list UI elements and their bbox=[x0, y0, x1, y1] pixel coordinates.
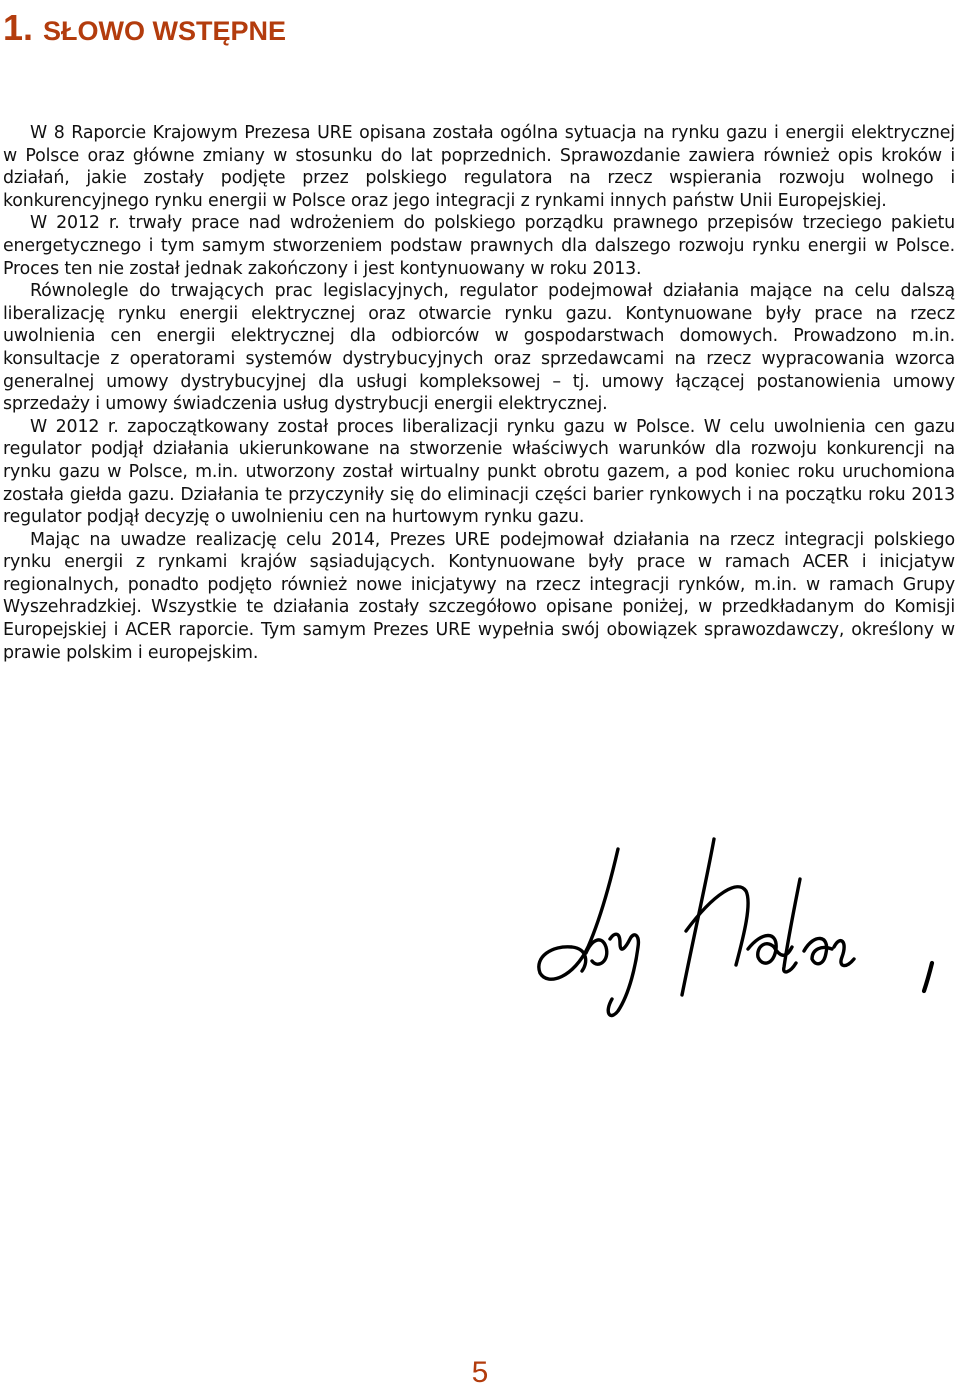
paragraph-4: W 2012 r. zapoczątkowany został proces liberalizacji rynku gazu w Polsce. W celu uwolnienia cen gazu regulator podjął działania ukierunkowane na stworzenie właściwych warunków dla rozwoju konkurencji na rynku gazu w Polsce, m.in. utworzony został wirtualny punkt obrotu gazem, a pod koniec roku uruchomiona została giełda gazu. Działania te przyczyniły się do eliminacji części barier rynkowych i na początku roku 2013 regulator podjął decyzję o uwolnieniu cen na hurtowym rynku gazu. bbox=[3, 416, 955, 528]
signature-image bbox=[500, 835, 960, 1025]
body-text bbox=[3, 122, 955, 664]
section-heading bbox=[3, 8, 286, 51]
paragraph-3: Równolegle do trwających prac legislacyjnych, regulator podejmował działania mające na celu dalszą liberalizację rynku energii elektrycznej oraz otwarcie rynku gazu. Kontynuowane były prace na rzecz uwolnienia cen energii elektrycznej dla odbiorców w gospodarstwach domowych. Prowadzono m.in. konsultacje z operatorami systemów dystrybucyjnych oraz sprzedawcami na rzecz wypracowania wzorca generalnej umowy dystrybucyjnej dla usługi kompleksowej – tj. umowy łączącej postanowienia umowy sprzedaży i umowy świadczenia usług dystrybucji energii elektrycznej. bbox=[3, 281, 955, 415]
section-title: SŁOWO WSTĘPNE bbox=[43, 16, 287, 46]
section-number: 1. bbox=[3, 7, 34, 48]
page-number: 5 bbox=[471, 1356, 489, 1389]
paragraph-5: Mając na uwadze realizację celu 2014, Prezes URE podejmował działania na rzecz integracji polskiego rynku energii z rynkami krajów sąsiadujących. Kontynuowane były prace w ramach ACER i inicjatyw regionalnych, ponadto podjęto również nowe inicjatywy na rzecz integracji rynków, m.in. w ramach Grupy Wyszehradzkiej. Wszystkie te działania zostały szczegółowo opisane poniżej, w przedkładanym do Komisji Europejskiej i ACER raporcie. Tym samym Prezes URE wypełnia swój obowiązek sprawozdawczy, określony w prawie polskim i europejskim. bbox=[3, 529, 955, 663]
paragraph-1: W 8 Raporcie Krajowym Prezesa URE opisana została ogólna sytuacja na rynku gazu i energii elektrycznej w Polsce oraz główne zmiany w stosunku do lat poprzednich. Sprawozdanie zawiera również opis kroków i działań, jakie zostały podjęte przez polskiego regulatora na rzecz wspierania rozwoju wolnego i konkurencyjnego rynku energii w Polsce oraz jego integracji z rynkami innych państw Unii Europejskiej. bbox=[3, 123, 955, 211]
paragraph-2: W 2012 r. trwały prace nad wdrożeniem do polskiego porządku prawnego przepisów trzeciego pakietu energetycznego i tym samym stworzeniem podstaw prawnych dla dalszego rozwoju rynku energii w Polsce. Proces ten nie został jednak zakończony i jest kontynuowany w roku 2013. bbox=[3, 213, 955, 279]
